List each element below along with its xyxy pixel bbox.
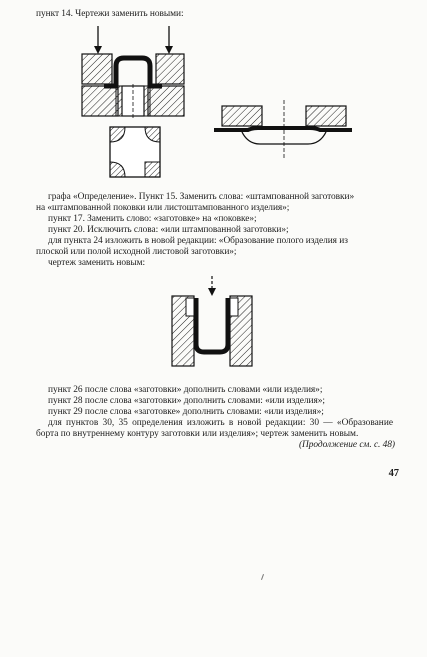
- text-line-8: пункт 26 после слова «заготовки» дополнить словами «или изделия»;: [48, 385, 323, 395]
- section-header: пункт 14. Чертежи заменить новыми:: [36, 9, 184, 19]
- text-paragraph-last: для пунктов 30, 35 определения изложить в новой редакции: 30 — «Образование борта по внутреннему контуру заготовки или изделия»; чертеж заменить новым.: [36, 418, 393, 439]
- text-line-5: для пункта 24 изложить в новой редакции: «Образование полого изделия из: [48, 236, 348, 246]
- page-number: 47: [388, 468, 399, 479]
- text-line-2: на «штампованной поковки или листоштампованного изделия»;: [36, 203, 290, 213]
- figure-die-punch: [76, 24, 186, 119]
- scan-mark: [261, 574, 264, 580]
- figure-flange-section: [212, 100, 354, 160]
- text-line-6: плоской или полой исходной листовой заготовки»;: [36, 247, 237, 257]
- text-line-4: пункт 20. Исключить слова: «или штампованной заготовки»;: [48, 225, 289, 235]
- text-line-7: чертеж заменить новым:: [48, 258, 146, 268]
- continuation-note: (Продолжение см. с. 48): [298, 440, 395, 450]
- text-line-3: пункт 17. Заменить слово: «заготовке» на «поковке»;: [48, 214, 257, 224]
- text-line-10: пункт 29 после слова «заготовке» дополнить словами: «или изделия»;: [48, 407, 324, 417]
- text-line-1: графа «Определение». Пункт 15. Заменить слова: «штампованной заготовки»: [48, 192, 355, 202]
- figure-drawing-die: [166, 276, 258, 368]
- text-line-9: пункт 28 после слова «заготовки» дополнить словами: «или изделия»;: [48, 396, 325, 406]
- figure-blank-plan: [109, 126, 161, 178]
